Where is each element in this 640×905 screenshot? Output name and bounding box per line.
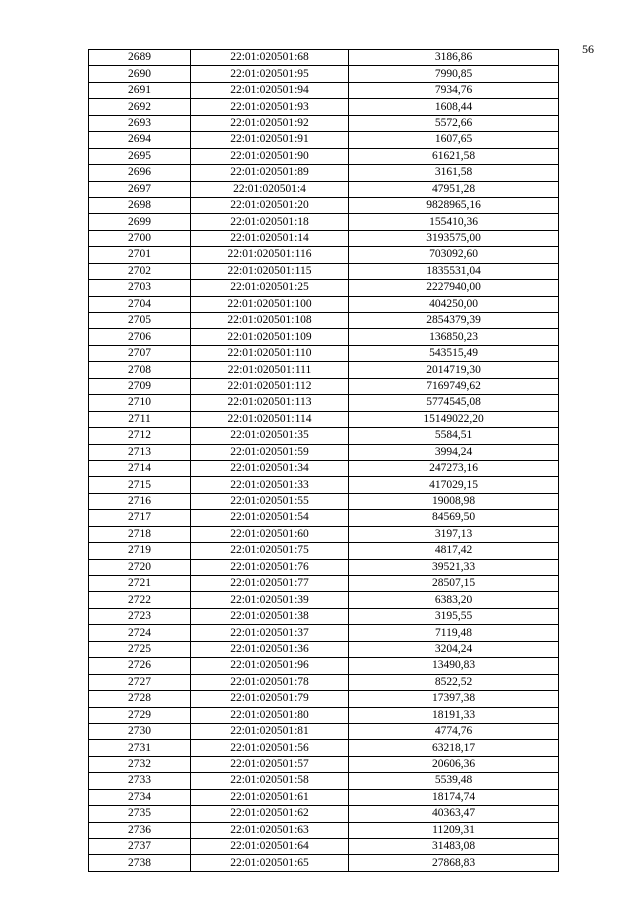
- value-cell: 3195,55: [349, 608, 559, 624]
- row-number-cell: 2689: [89, 50, 191, 66]
- cadastral-number-cell: 22:01:020501:54: [191, 510, 349, 526]
- cadastral-number-cell: 22:01:020501:18: [191, 214, 349, 230]
- row-number-cell: 2700: [89, 230, 191, 246]
- value-cell: 18174,74: [349, 789, 559, 805]
- table-row: [89, 740, 559, 756]
- value-cell: 27868,83: [349, 855, 559, 871]
- value-cell: 15149022,20: [349, 411, 559, 427]
- value-cell: 136850,23: [349, 329, 559, 345]
- value-cell: 3994,24: [349, 444, 559, 460]
- value-cell: 4817,42: [349, 543, 559, 559]
- table-row: [89, 658, 559, 674]
- value-cell: 7990,85: [349, 66, 559, 82]
- cadastral-number-cell: 22:01:020501:58: [191, 773, 349, 789]
- table-row: [89, 789, 559, 805]
- cadastral-number-cell: 22:01:020501:65: [191, 855, 349, 871]
- row-number-cell: 2708: [89, 362, 191, 378]
- cadastral-number-cell: 22:01:020501:89: [191, 165, 349, 181]
- table-body: [89, 50, 559, 872]
- table-row: [89, 362, 559, 378]
- value-cell: 5539,48: [349, 773, 559, 789]
- row-number-cell: 2724: [89, 625, 191, 641]
- cadastral-number-cell: 22:01:020501:112: [191, 378, 349, 394]
- table-row: [89, 263, 559, 279]
- table-row: [89, 132, 559, 148]
- table-row: [89, 411, 559, 427]
- table-row: [89, 839, 559, 855]
- cadastral-number-cell: 22:01:020501:81: [191, 723, 349, 739]
- table-row: [89, 428, 559, 444]
- row-number-cell: 2702: [89, 263, 191, 279]
- row-number-cell: 2706: [89, 329, 191, 345]
- table-row: [89, 526, 559, 542]
- cadastral-number-cell: 22:01:020501:35: [191, 428, 349, 444]
- table-row: [89, 230, 559, 246]
- row-number-cell: 2715: [89, 477, 191, 493]
- row-number-cell: 2717: [89, 510, 191, 526]
- value-cell: 1608,44: [349, 99, 559, 115]
- table-row: [89, 378, 559, 394]
- table-row: [89, 543, 559, 559]
- cadastral-number-cell: 22:01:020501:14: [191, 230, 349, 246]
- cadastral-number-cell: 22:01:020501:116: [191, 247, 349, 263]
- row-number-cell: 2727: [89, 674, 191, 690]
- row-number-cell: 2732: [89, 756, 191, 772]
- row-number-cell: 2734: [89, 789, 191, 805]
- cadastral-value-table: [88, 49, 559, 872]
- value-cell: 20606,36: [349, 756, 559, 772]
- value-cell: 17397,38: [349, 691, 559, 707]
- table-row: [89, 66, 559, 82]
- cadastral-number-cell: 22:01:020501:114: [191, 411, 349, 427]
- value-cell: 5572,66: [349, 115, 559, 131]
- row-number-cell: 2714: [89, 460, 191, 476]
- row-number-cell: 2711: [89, 411, 191, 427]
- value-cell: 3197,13: [349, 526, 559, 542]
- cadastral-number-cell: 22:01:020501:25: [191, 280, 349, 296]
- cadastral-number-cell: 22:01:020501:80: [191, 707, 349, 723]
- table-row: [89, 493, 559, 509]
- row-number-cell: 2730: [89, 723, 191, 739]
- row-number-cell: 2738: [89, 855, 191, 871]
- row-number-cell: 2721: [89, 576, 191, 592]
- table-row: [89, 855, 559, 871]
- row-number-cell: 2716: [89, 493, 191, 509]
- row-number-cell: 2710: [89, 395, 191, 411]
- cadastral-number-cell: 22:01:020501:59: [191, 444, 349, 460]
- cadastral-number-cell: 22:01:020501:93: [191, 99, 349, 115]
- value-cell: 155410,36: [349, 214, 559, 230]
- row-number-cell: 2723: [89, 608, 191, 624]
- cadastral-number-cell: 22:01:020501:78: [191, 674, 349, 690]
- cadastral-number-cell: 22:01:020501:94: [191, 82, 349, 98]
- cadastral-number-cell: 22:01:020501:109: [191, 329, 349, 345]
- table-row: [89, 280, 559, 296]
- value-cell: 543515,49: [349, 345, 559, 361]
- cadastral-number-cell: 22:01:020501:33: [191, 477, 349, 493]
- row-number-cell: 2703: [89, 280, 191, 296]
- cadastral-number-cell: 22:01:020501:108: [191, 313, 349, 329]
- table-row: [89, 806, 559, 822]
- cadastral-number-cell: 22:01:020501:37: [191, 625, 349, 641]
- cadastral-number-cell: 22:01:020501:91: [191, 132, 349, 148]
- table-row: [89, 395, 559, 411]
- cadastral-number-cell: 22:01:020501:115: [191, 263, 349, 279]
- cadastral-number-cell: 22:01:020501:113: [191, 395, 349, 411]
- table-row: [89, 82, 559, 98]
- table-row: [89, 707, 559, 723]
- row-number-cell: 2737: [89, 839, 191, 855]
- value-cell: 2014719,30: [349, 362, 559, 378]
- value-cell: 1835531,04: [349, 263, 559, 279]
- value-cell: 63218,17: [349, 740, 559, 756]
- value-cell: 7169749,62: [349, 378, 559, 394]
- table-row: [89, 50, 559, 66]
- cadastral-number-cell: 22:01:020501:36: [191, 641, 349, 657]
- cadastral-number-cell: 22:01:020501:77: [191, 576, 349, 592]
- value-cell: 404250,00: [349, 296, 559, 312]
- row-number-cell: 2726: [89, 658, 191, 674]
- value-cell: 18191,33: [349, 707, 559, 723]
- cadastral-number-cell: 22:01:020501:63: [191, 822, 349, 838]
- value-cell: 19008,98: [349, 493, 559, 509]
- table-row: [89, 444, 559, 460]
- row-number-cell: 2704: [89, 296, 191, 312]
- table-row: [89, 625, 559, 641]
- row-number-cell: 2695: [89, 148, 191, 164]
- value-cell: 5774545,08: [349, 395, 559, 411]
- row-number-cell: 2728: [89, 691, 191, 707]
- row-number-cell: 2719: [89, 543, 191, 559]
- value-cell: 3186,86: [349, 50, 559, 66]
- value-cell: 6383,20: [349, 592, 559, 608]
- table-row: [89, 181, 559, 197]
- row-number-cell: 2707: [89, 345, 191, 361]
- row-number-cell: 2736: [89, 822, 191, 838]
- value-cell: 3193575,00: [349, 230, 559, 246]
- value-cell: 8522,52: [349, 674, 559, 690]
- table-row: [89, 691, 559, 707]
- row-number-cell: 2733: [89, 773, 191, 789]
- value-cell: 7934,76: [349, 82, 559, 98]
- row-number-cell: 2701: [89, 247, 191, 263]
- value-cell: 2854379,39: [349, 313, 559, 329]
- cadastral-number-cell: 22:01:020501:20: [191, 197, 349, 213]
- cadastral-number-cell: 22:01:020501:56: [191, 740, 349, 756]
- table-row: [89, 674, 559, 690]
- table-row: [89, 115, 559, 131]
- table-row: [89, 559, 559, 575]
- table-row: [89, 313, 559, 329]
- table-row: [89, 197, 559, 213]
- row-number-cell: 2693: [89, 115, 191, 131]
- value-cell: 28507,15: [349, 576, 559, 592]
- row-number-cell: 2698: [89, 197, 191, 213]
- value-cell: 47951,28: [349, 181, 559, 197]
- cadastral-number-cell: 22:01:020501:57: [191, 756, 349, 772]
- row-number-cell: 2718: [89, 526, 191, 542]
- row-number-cell: 2699: [89, 214, 191, 230]
- cadastral-number-cell: 22:01:020501:110: [191, 345, 349, 361]
- value-cell: 13490,83: [349, 658, 559, 674]
- cadastral-number-cell: 22:01:020501:34: [191, 460, 349, 476]
- value-cell: 39521,33: [349, 559, 559, 575]
- table-row: [89, 773, 559, 789]
- table-row: [89, 641, 559, 657]
- row-number-cell: 2735: [89, 806, 191, 822]
- value-cell: 11209,31: [349, 822, 559, 838]
- cadastral-number-cell: 22:01:020501:76: [191, 559, 349, 575]
- page-number: 56: [582, 42, 594, 56]
- value-cell: 9828965,16: [349, 197, 559, 213]
- value-cell: 2227940,00: [349, 280, 559, 296]
- value-cell: 3204,24: [349, 641, 559, 657]
- value-cell: 703092,60: [349, 247, 559, 263]
- value-cell: 3161,58: [349, 165, 559, 181]
- table-row: [89, 576, 559, 592]
- cadastral-number-cell: 22:01:020501:62: [191, 806, 349, 822]
- table-row: [89, 477, 559, 493]
- cadastral-number-cell: 22:01:020501:96: [191, 658, 349, 674]
- table-row: [89, 165, 559, 181]
- table-row: [89, 510, 559, 526]
- cadastral-number-cell: 22:01:020501:64: [191, 839, 349, 855]
- value-cell: 4774,76: [349, 723, 559, 739]
- table-row: [89, 214, 559, 230]
- value-cell: 61621,58: [349, 148, 559, 164]
- value-cell: 7119,48: [349, 625, 559, 641]
- table-row: [89, 723, 559, 739]
- value-cell: 40363,47: [349, 806, 559, 822]
- row-number-cell: 2694: [89, 132, 191, 148]
- row-number-cell: 2712: [89, 428, 191, 444]
- value-cell: 247273,16: [349, 460, 559, 476]
- cadastral-number-cell: 22:01:020501:38: [191, 608, 349, 624]
- row-number-cell: 2697: [89, 181, 191, 197]
- value-cell: 5584,51: [349, 428, 559, 444]
- cadastral-number-cell: 22:01:020501:90: [191, 148, 349, 164]
- table-row: [89, 329, 559, 345]
- cadastral-number-cell: 22:01:020501:75: [191, 543, 349, 559]
- cadastral-number-cell: 22:01:020501:39: [191, 592, 349, 608]
- table-row: [89, 345, 559, 361]
- row-number-cell: 2720: [89, 559, 191, 575]
- row-number-cell: 2696: [89, 165, 191, 181]
- cadastral-number-cell: 22:01:020501:79: [191, 691, 349, 707]
- table-row: [89, 460, 559, 476]
- cadastral-number-cell: 22:01:020501:111: [191, 362, 349, 378]
- row-number-cell: 2725: [89, 641, 191, 657]
- value-cell: 417029,15: [349, 477, 559, 493]
- cadastral-number-cell: 22:01:020501:60: [191, 526, 349, 542]
- cadastral-number-cell: 22:01:020501:68: [191, 50, 349, 66]
- table-row: [89, 247, 559, 263]
- cadastral-number-cell: 22:01:020501:92: [191, 115, 349, 131]
- table-row: [89, 592, 559, 608]
- table-row: [89, 99, 559, 115]
- table-row: [89, 296, 559, 312]
- row-number-cell: 2705: [89, 313, 191, 329]
- row-number-cell: 2731: [89, 740, 191, 756]
- value-cell: 1607,65: [349, 132, 559, 148]
- cadastral-number-cell: 22:01:020501:61: [191, 789, 349, 805]
- cadastral-number-cell: 22:01:020501:55: [191, 493, 349, 509]
- row-number-cell: 2691: [89, 82, 191, 98]
- value-cell: 31483,08: [349, 839, 559, 855]
- cadastral-number-cell: 22:01:020501:100: [191, 296, 349, 312]
- value-cell: 84569,50: [349, 510, 559, 526]
- row-number-cell: 2729: [89, 707, 191, 723]
- table-row: [89, 608, 559, 624]
- cadastral-number-cell: 22:01:020501:95: [191, 66, 349, 82]
- row-number-cell: 2692: [89, 99, 191, 115]
- table-row: [89, 756, 559, 772]
- row-number-cell: 2709: [89, 378, 191, 394]
- cadastral-number-cell: 22:01:020501:4: [191, 181, 349, 197]
- row-number-cell: 2690: [89, 66, 191, 82]
- row-number-cell: 2722: [89, 592, 191, 608]
- table-row: [89, 148, 559, 164]
- row-number-cell: 2713: [89, 444, 191, 460]
- table-row: [89, 822, 559, 838]
